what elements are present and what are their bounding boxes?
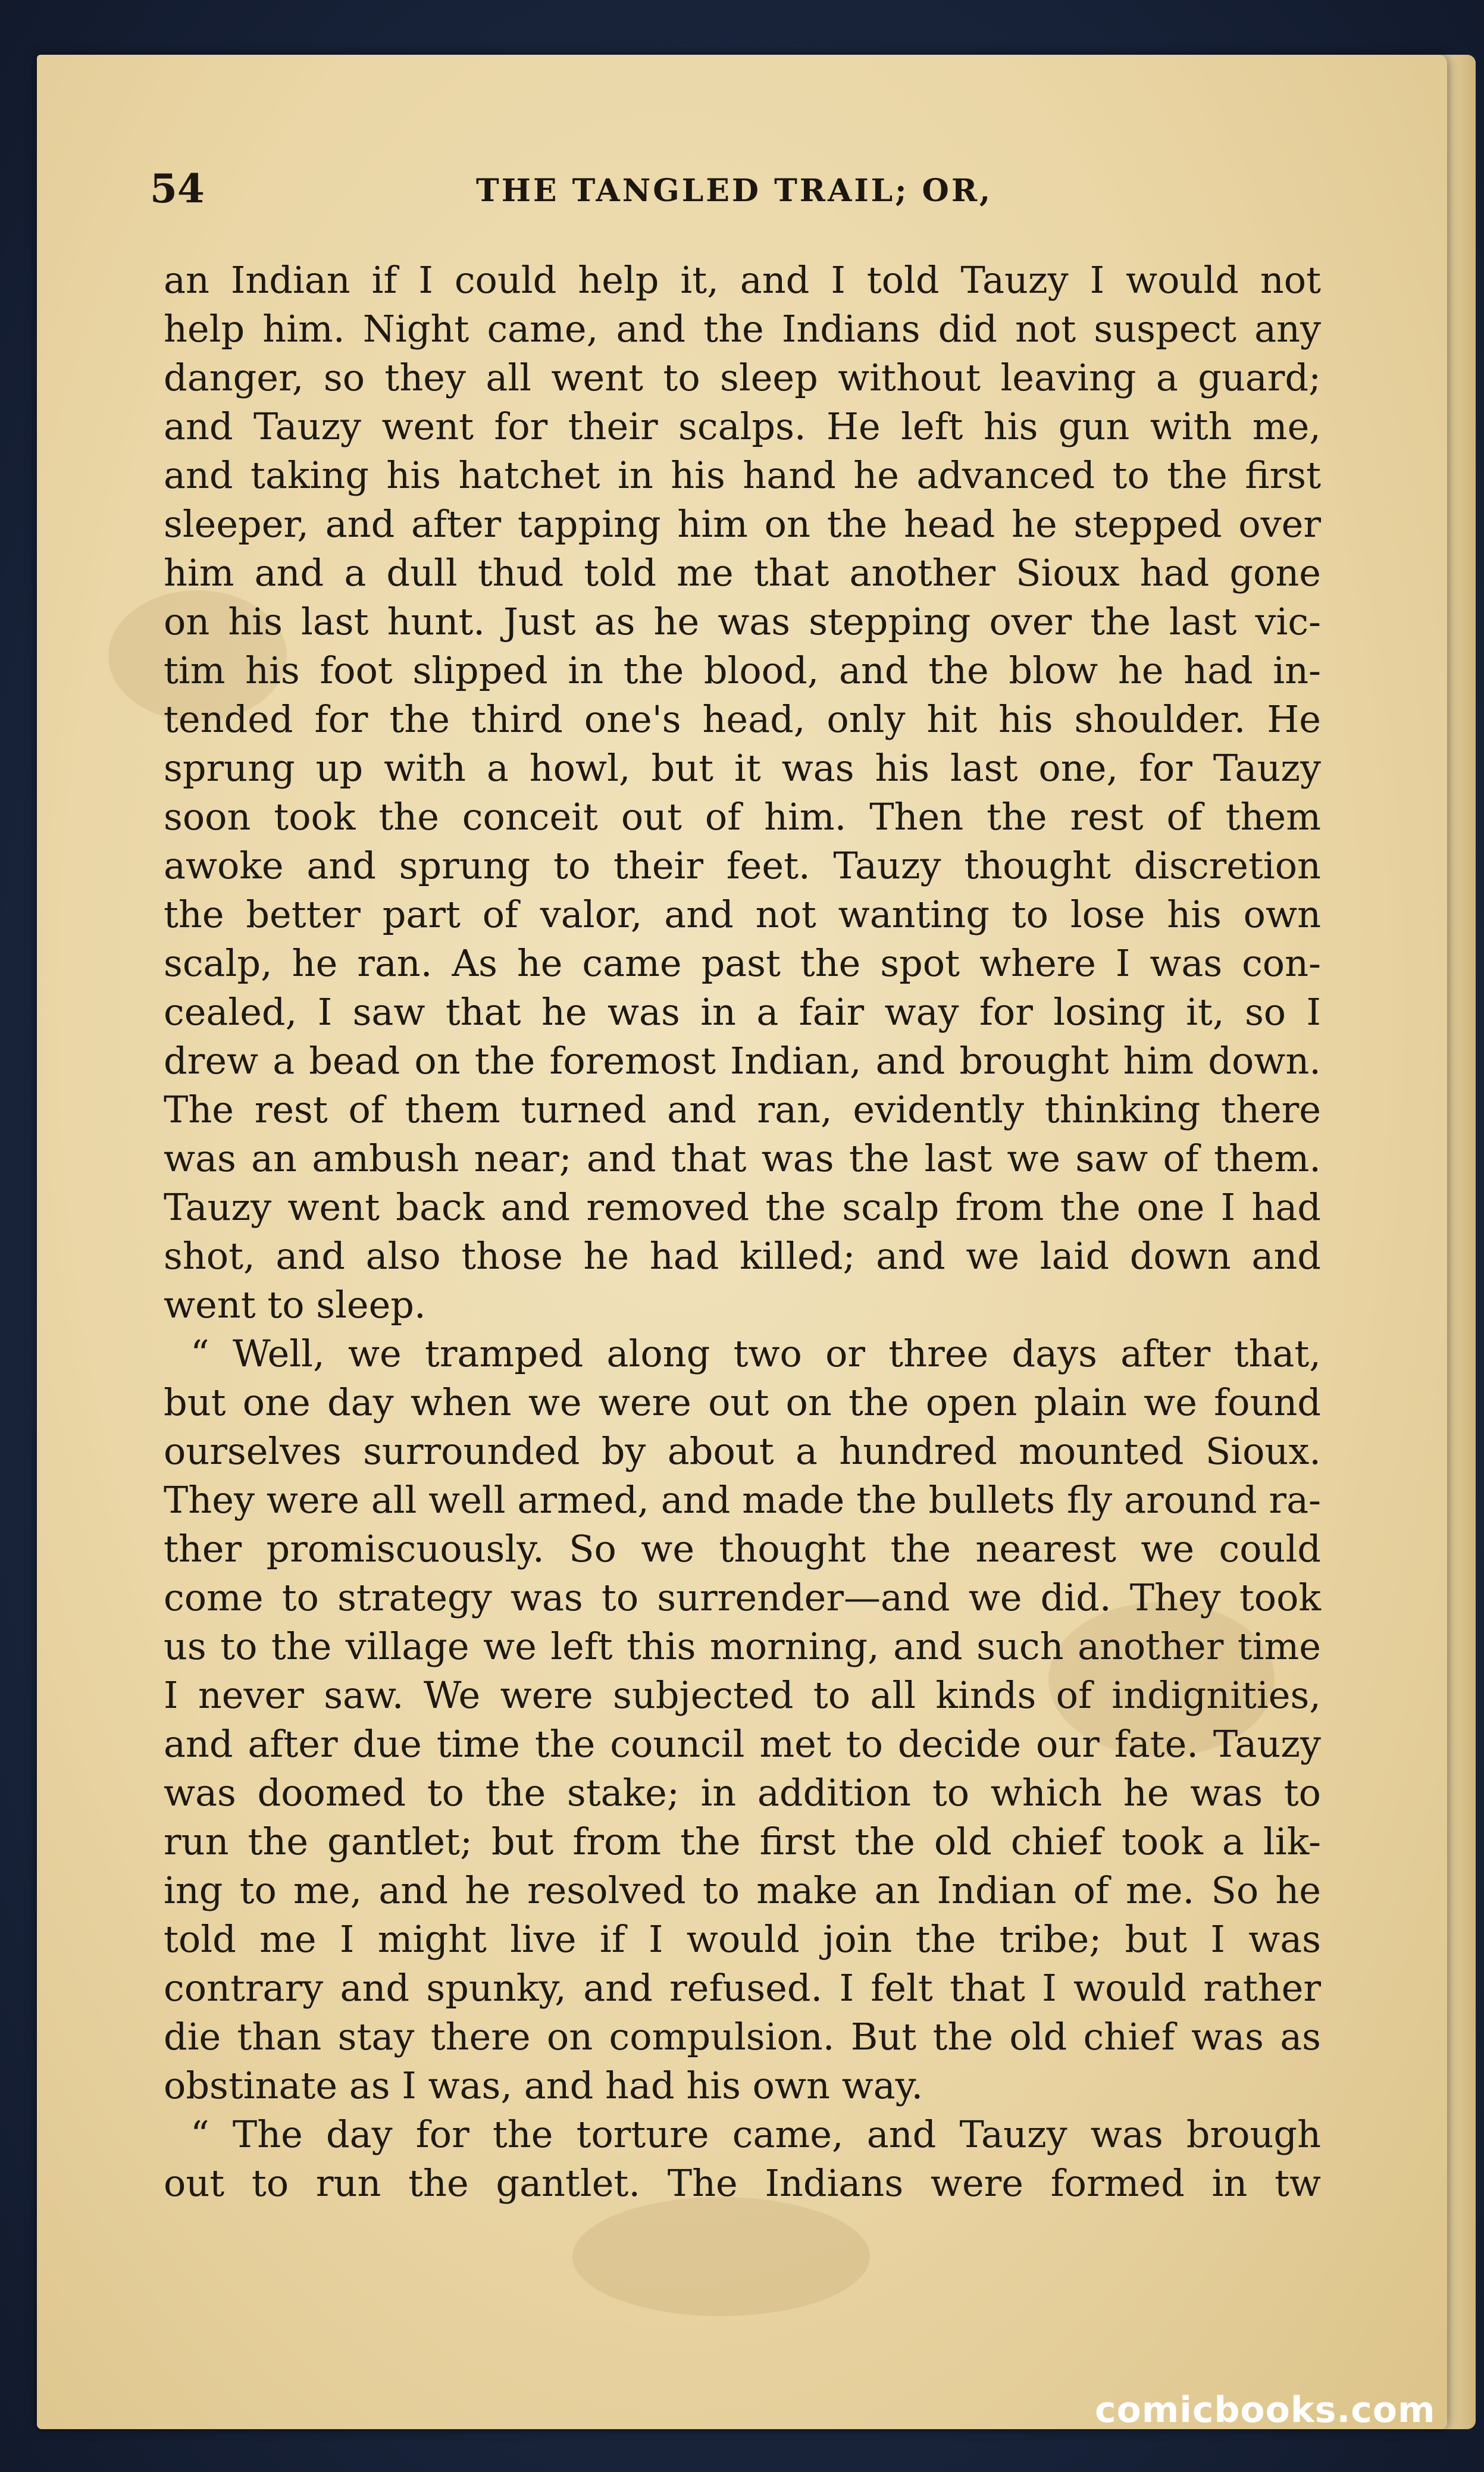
text-line: him and a dull thud told me that another Sioux had gone: [164, 551, 1321, 594]
text-line: and after due time the council met to decide our fate. Tauzy: [164, 1722, 1321, 1766]
text-line: and taking his hatchet in his hand he advanced to the first: [164, 453, 1321, 497]
text-line: sleeper, and after tapping him on the head he stepped over: [164, 502, 1321, 546]
text-line: tended for the third one's head, only hit his shoulder. He: [164, 697, 1321, 741]
text-line: tim his foot slipped in the blood, and the blow he had in-: [164, 649, 1321, 692]
text-line: was an ambush near; and that was the last we saw of them.: [164, 1137, 1321, 1180]
text-line: “ Well, we tramped along two or three days after that,: [190, 1332, 1321, 1375]
text-line: told me I might live if I would join the tribe; but I was: [164, 1917, 1321, 1961]
text-line: contrary and spunky, and refused. I felt that I would rather: [164, 1966, 1321, 2010]
text-line: cealed, I saw that he was in a fair way for losing it, so I: [164, 990, 1321, 1034]
text-line: help him. Night came, and the Indians did not suspect any: [164, 307, 1321, 351]
page-number: 54: [150, 165, 205, 212]
running-head: THE TANGLED TRAIL; OR,: [476, 173, 993, 209]
text-line: on his last hunt. Just as he was stepping over the last vic-: [164, 600, 1321, 643]
text-line: but one day when we were out on the open plain we found: [164, 1381, 1321, 1424]
text-line: die than stay there on compulsion. But the old chief was as: [164, 2015, 1321, 2058]
text-line: shot, and also those he had killed; and we laid down and: [164, 1234, 1321, 1278]
text-line: danger, so they all went to sleep without leaving a guard;: [164, 356, 1321, 399]
text-line: out to run the gantlet. The Indians were formed in tw: [164, 2161, 1321, 2205]
text-line: drew a bead on the foremost Indian, and brought him down.: [164, 1039, 1321, 1082]
text-line: Tauzy went back and removed the scalp from the one I had: [164, 1185, 1321, 1229]
text-line: The rest of them turned and ran, evidently thinking there: [164, 1088, 1321, 1131]
text-line: I never saw. We were subjected to all kinds of indignities,: [164, 1673, 1321, 1717]
page-stain: [572, 2197, 870, 2316]
text-line: obstinate as I was, and had his own way.: [164, 2064, 923, 2107]
text-line: come to strategy was to surrender—and we did. They took: [164, 1576, 1321, 1619]
watermark-logo: comicbooks.com: [1095, 2389, 1436, 2431]
text-line: an Indian if I could help it, and I told Tauzy I would not: [164, 258, 1321, 302]
text-line: run the gantlet; but from the first the old chief took a lik-: [164, 1820, 1321, 1863]
text-line: ourselves surrounded by about a hundred mounted Sioux.: [164, 1429, 1321, 1473]
text-line: ther promiscuously. So we thought the nearest we could: [164, 1527, 1321, 1570]
text-line: and Tauzy went for their scalps. He left his gun with me,: [164, 405, 1321, 448]
text-line: ing to me, and he resolved to make an Indian of me. So he: [164, 1869, 1321, 1912]
text-line: “ The day for the torture came, and Tauzy was brough: [190, 2113, 1321, 2156]
text-line: soon took the conceit out of him. Then the rest of them: [164, 795, 1321, 838]
text-line: awoke and sprung to their feet. Tauzy thought discretion: [164, 844, 1321, 887]
text-line: sprung up with a howl, but it was his last one, for Tauzy: [164, 746, 1321, 790]
text-line: was doomed to the stake; in addition to which he was to: [164, 1771, 1321, 1814]
text-line: us to the village we left this morning, and such another time: [164, 1625, 1321, 1668]
text-line: scalp, he ran. As he came past the spot where I was con-: [164, 941, 1321, 985]
text-line: They were all well armed, and made the bullets fly around ra-: [164, 1478, 1321, 1522]
text-line: went to sleep.: [164, 1283, 426, 1326]
page-header: [0, 165, 1484, 213]
body-text: [164, 256, 1321, 2208]
text-line: the better part of valor, and not wanting to lose his own: [164, 893, 1321, 936]
